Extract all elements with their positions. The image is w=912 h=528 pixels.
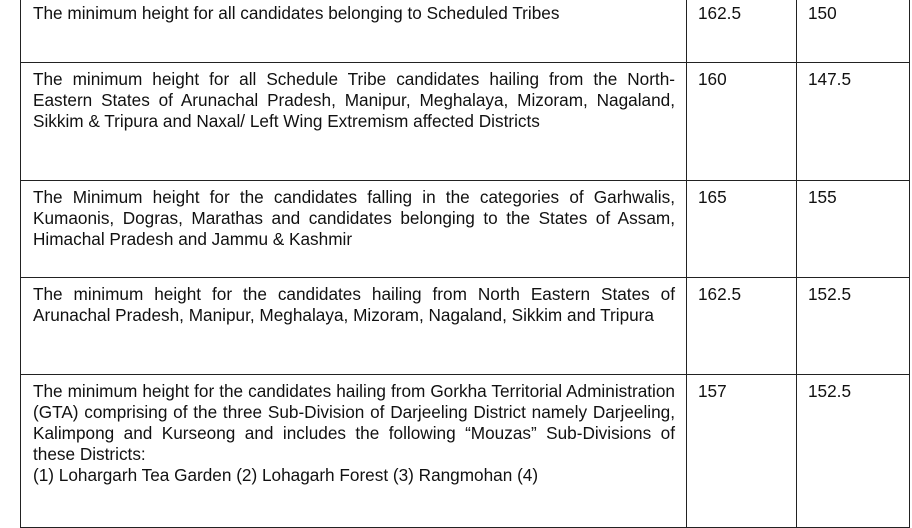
category-description: The Minimum height for the candidates falling in the categories of Garhwalis, Kumaonis, Dogras, Marathas and candidates belonging to the States of Assam, Himachal Pradesh and Jammu & Kashmir <box>21 181 687 278</box>
male-height-value: 165 <box>687 181 797 278</box>
table-row <box>21 278 910 375</box>
female-height-value: 152.5 <box>797 278 910 375</box>
category-description-text: The minimum height for the candidates hailing from Gorkha Territorial Administration (GTA) comprising of the three Sub-Division of Darjeeling District namely Darjeeling, Kalimpong and Kurseong and includes the following “Mouzas” Sub-Divisions of these Districts: <box>33 381 675 464</box>
female-height-value: 155 <box>797 181 910 278</box>
mouzas-list-text: (1) Lohargarh Tea Garden (2) Lohagarh Forest (3) Rangmohan (4) <box>33 465 539 485</box>
female-height-value: 147.5 <box>797 63 910 181</box>
female-height-value: 152.5 <box>797 375 910 528</box>
height-requirements-table <box>20 0 910 528</box>
female-height-value: 150 <box>797 0 910 63</box>
male-height-value: 157 <box>687 375 797 528</box>
male-height-value: 162.5 <box>687 278 797 375</box>
table-row <box>21 63 910 181</box>
category-description: The minimum height for all candidates belonging to Scheduled Tribes <box>21 0 687 63</box>
male-height-value: 160 <box>687 63 797 181</box>
male-height-value: 162.5 <box>687 0 797 63</box>
table-row <box>21 375 910 528</box>
category-description: The minimum height for all Schedule Tribe candidates hailing from the North-Eastern States of Arunachal Pradesh, Manipur, Meghalaya, Mizoram, Nagaland, Sikkim & Tripura and Naxal/ Left Wing Extremism affected Districts <box>21 63 687 181</box>
table-row <box>21 181 910 278</box>
category-description <box>21 375 687 528</box>
table-row <box>21 0 910 63</box>
category-description: The minimum height for the candidates hailing from North Eastern States of Arunachal Pradesh, Manipur, Meghalaya, Mizoram, Nagaland, Sikkim and Tripura <box>21 278 687 375</box>
